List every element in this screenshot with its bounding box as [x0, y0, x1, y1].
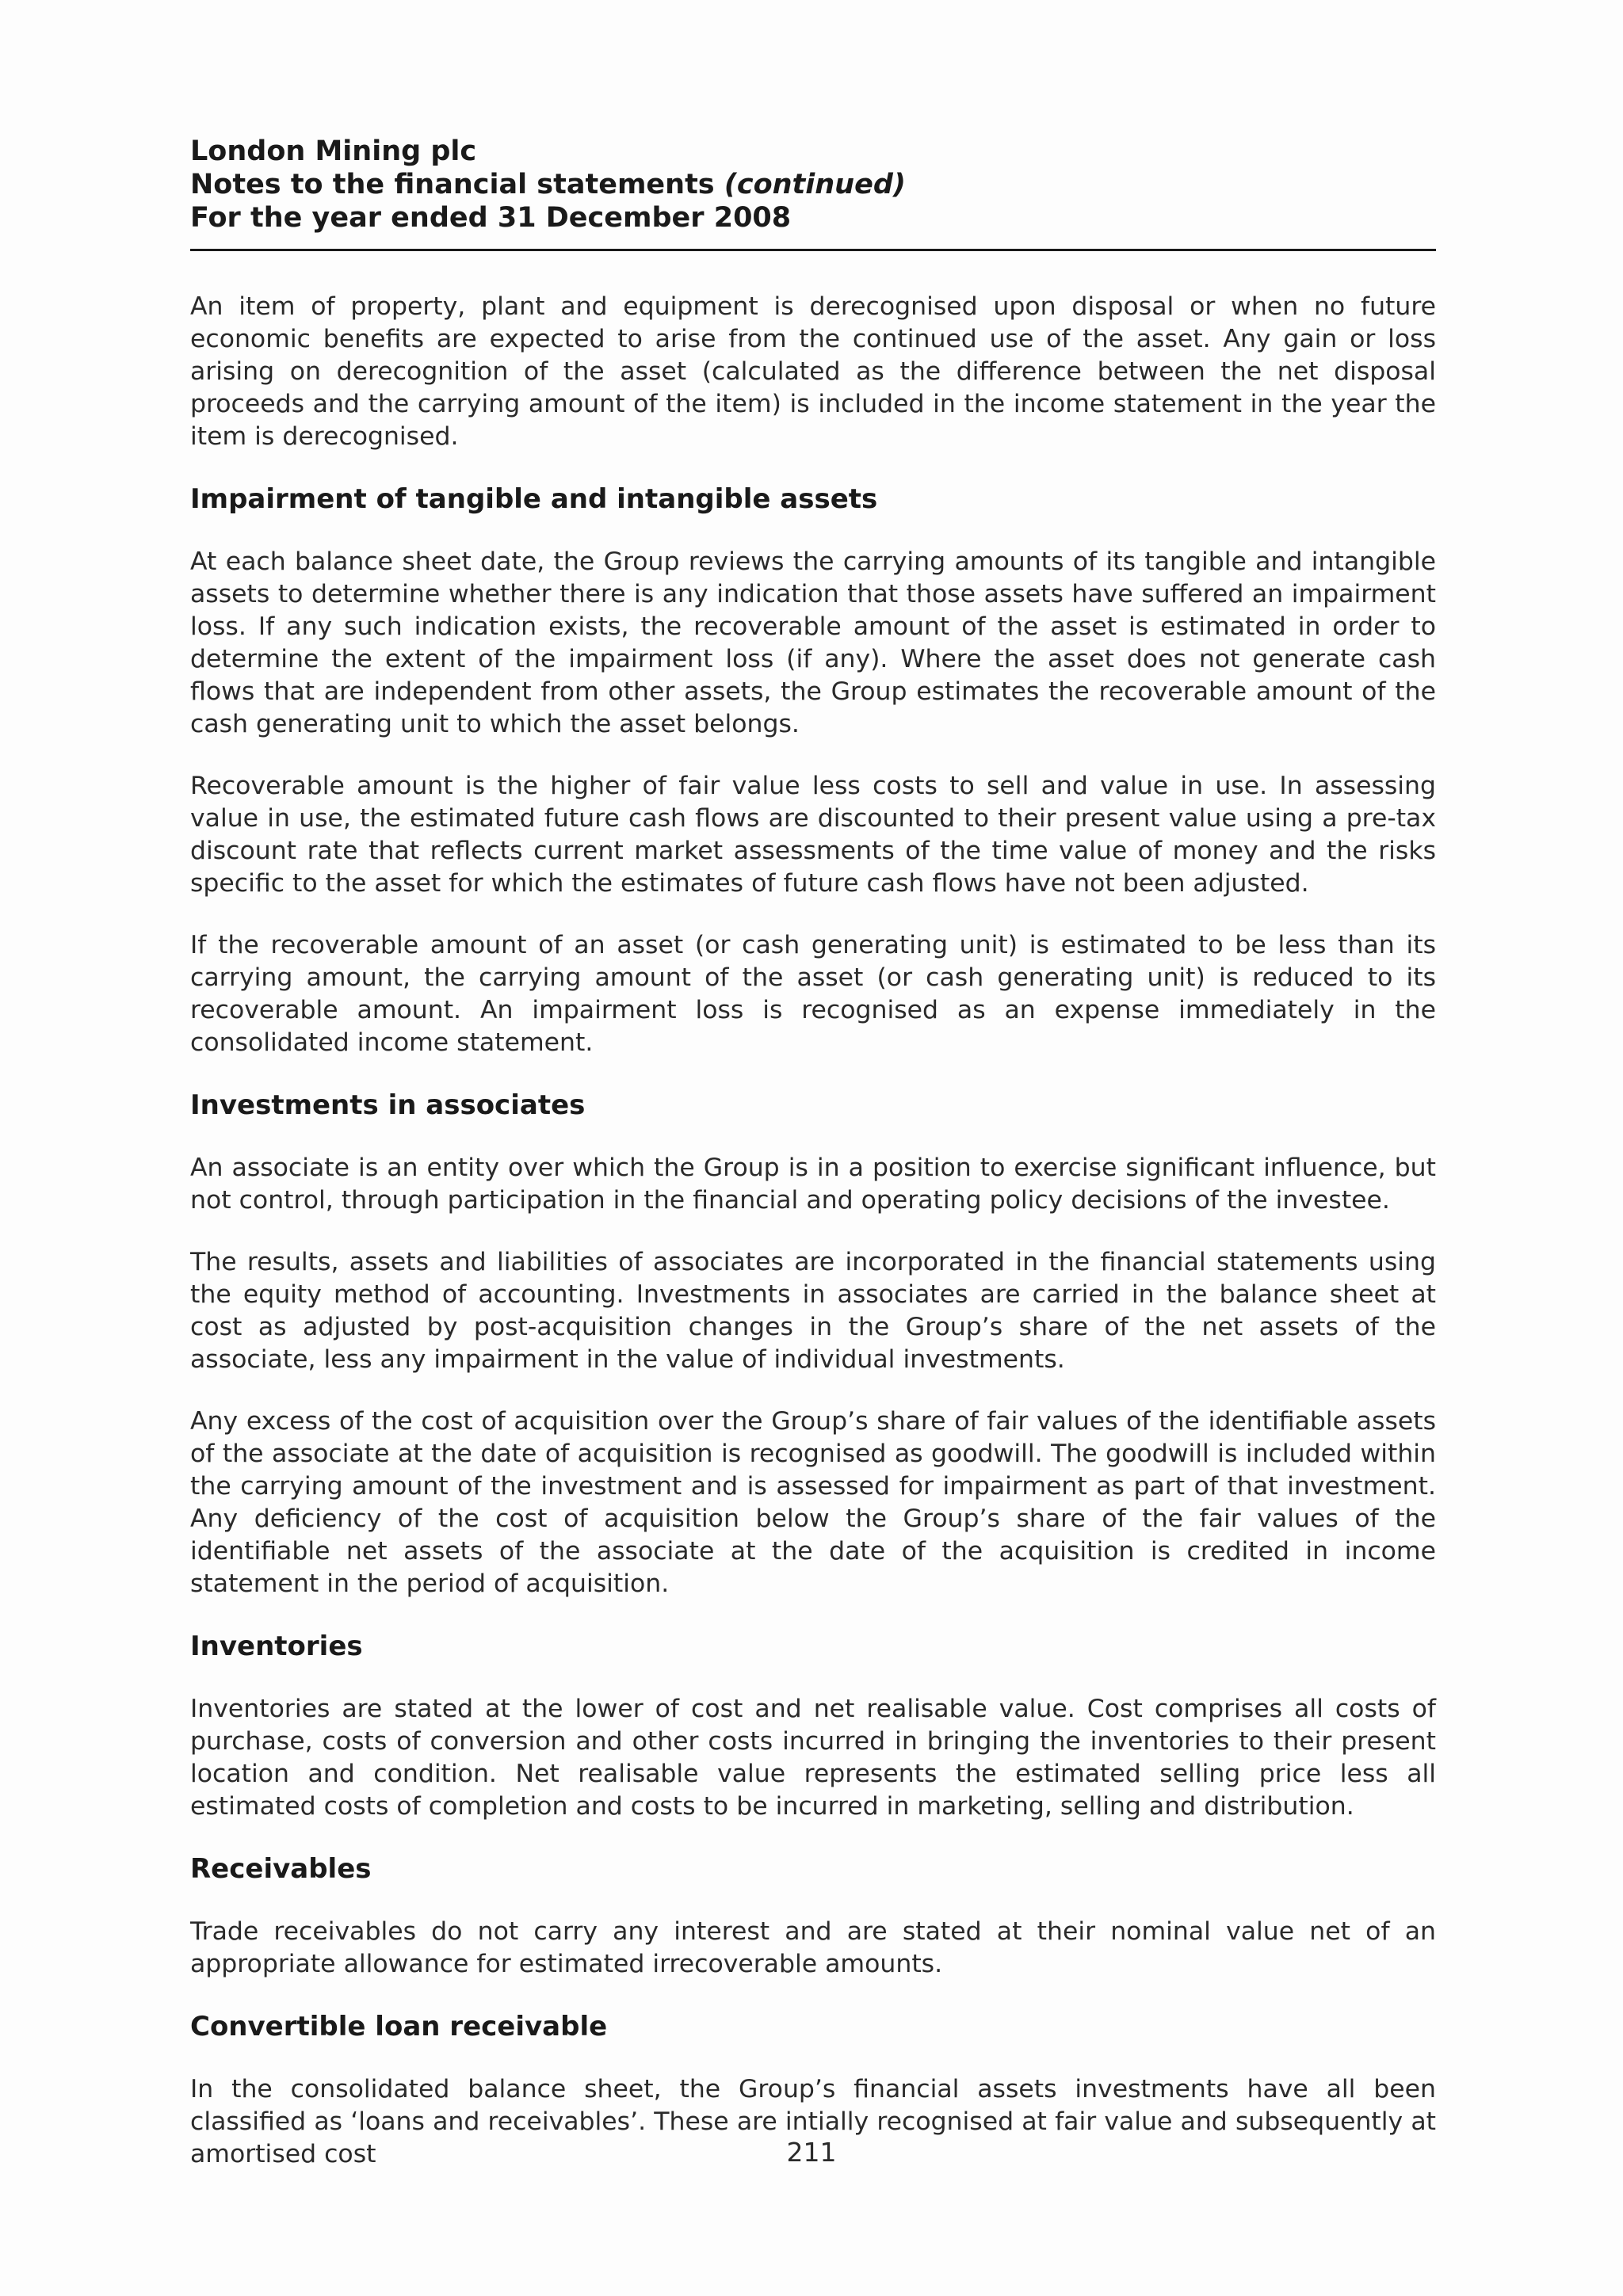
- paragraph-equity-method: The results, assets and liabilities of associates are incorporated in the financial statements using the equity method of accounting. Investments in associates are carried in the balance sheet at cost as adjusted by post-acquisition changes in the Group’s share of the net assets of the associate, less any impairment in the value of individual investments.: [190, 1248, 1436, 1374]
- paragraph-receivables: Trade receivables do not carry any interest and are stated at their nominal value net of an appropriate allowance for estimated irrecoverable amounts.: [190, 1917, 1436, 1978]
- continued-label: (continued): [724, 169, 906, 200]
- paragraph-convertible-loan: In the consolidated balance sheet, the Group’s financial assets investments have all been classified as ‘loans and receivables’. These are intially recognised at fair value and subsequently at amortised cost: [190, 2075, 1436, 2168]
- paragraph-associate-definition: An associate is an entity over which the Group is in a position to exercise significant influence, but not control, through participation in the financial and operating policy decisions of the investee.: [190, 1154, 1436, 1215]
- paragraph-recoverable-amount: Recoverable amount is the higher of fair value less costs to sell and value in use. In assessing value in use, the estimated future cash flows are discounted to their present value using a pre-tax discount rate that reflects current market assessments of the time value of money and the risks specific to the asset for which the estimates of future cash flows have not been adjusted.: [190, 772, 1436, 898]
- paragraph-derecognition: An item of property, plant and equipment is derecognised upon disposal or when no future economic benefits are expected to arise from the continued use of the asset. Any gain or loss arising on derecognition of the asset (calculated as the difference between the net disposal proceeds and the carrying amount of the item) is included in the income statement in the year the item is derecognised.: [190, 292, 1436, 451]
- notes-title: Notes to the financial statements: [190, 169, 715, 200]
- heading-associates: Investments in associates: [190, 1089, 586, 1121]
- document-page: [190, 135, 1436, 2200]
- page-header: [190, 135, 1436, 235]
- heading-inventories: Inventories: [190, 1630, 363, 1662]
- heading-convertible-loan: Convertible loan receivable: [190, 2011, 608, 2042]
- paragraph-goodwill: Any excess of the cost of acquisition over the Group’s share of fair values of the identifiable assets of the associate at the date of acquisition is recognised as goodwill. The goodwill is included within the carrying amount of the investment and is assessed for impairment as part of that investment. Any deficiency of the cost of acquisition below the Group’s share of the fair values of the identifiable net assets of the associate at the date of the acquisition is credited in income statement in the period of acquisition.: [190, 1407, 1436, 1598]
- paragraph-impairment-loss: If the recoverable amount of an asset (or cash generating unit) is estimated to be less than its carrying amount, the carrying amount of the asset (or cash generating unit) is reduced to its recoverable amount. An impairment loss is recognised as an expense immediately in the consolidated income statement.: [190, 931, 1436, 1057]
- paragraph-impairment-review: At each balance sheet date, the Group reviews the carrying amounts of its tangible and intangible assets to determine whether there is any indication that those assets have suffered an impairment loss. If any such indication exists, the recoverable amount of the asset is estimated in order to determine the extent of the impairment loss (if any). Where the asset does not generate cash flows that are independent from other assets, the Group estimates the recoverable amount of the cash generating unit to which the asset belongs.: [190, 547, 1436, 738]
- heading-receivables: Receivables: [190, 1853, 372, 1885]
- period-line: For the year ended 31 December 2008: [190, 202, 792, 234]
- paragraph-inventories: Inventories are stated at the lower of cost and net realisable value. Cost comprises all costs of purchase, costs of conversion and other costs incurred in bringing the inventories to their present location and condition. Net realisable value represents the estimated selling price less all estimated costs of completion and costs to be incurred in marketing, selling and distribution.: [190, 1695, 1436, 1821]
- header-divider: [190, 249, 1436, 251]
- company-name: London Mining plc: [190, 135, 477, 167]
- heading-impairment: Impairment of tangible and intangible assets: [190, 483, 878, 515]
- notes-title-line: [190, 168, 1436, 201]
- page-number: 211: [786, 2137, 837, 2168]
